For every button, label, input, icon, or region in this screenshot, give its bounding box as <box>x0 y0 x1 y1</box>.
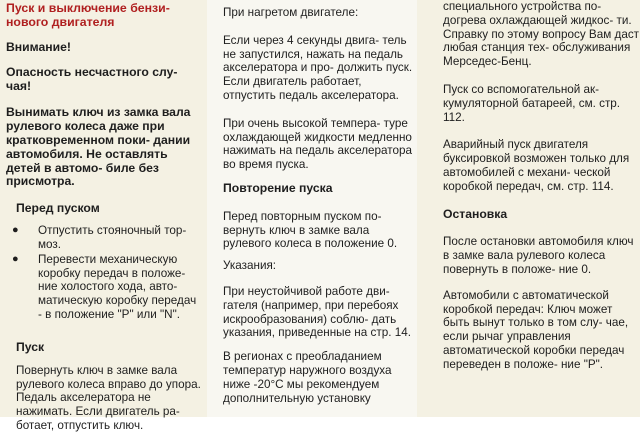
danger-text: Опасность несчастного слу- чая! <box>6 64 178 93</box>
bullet-icon: ● <box>12 252 19 265</box>
repeat-start-heading: Повторение пуска <box>223 180 333 195</box>
auto-transmission-text: Автомобили с автоматической коробкой передач: Ключ может быть вынут только в том слу- чае, если рычаг управления автоматической коробки передач переведен в положе- ние "P". <box>443 288 629 371</box>
list-item-text: Перевести механическую коробку передач в положе- ние холостого хода, авто- матическую коробку передач - в положение "P" или "N". <box>38 252 197 321</box>
tow-start-text: Аварийный пуск двигателя буксировкой возможен только для автомобилей с механи- ческой коробкой передач, см. стр. 114. <box>443 138 630 193</box>
repeat-start-text: Перед повторным пуском по- вернуть ключ в замке вала рулевого колеса в положение 0. <box>223 209 398 251</box>
notes-label: Указания: <box>223 259 277 273</box>
list-item <box>6 224 203 252</box>
start-text: Повернуть ключ в замке вала рулевого колеса вправо до упора. Педаль акселератора не нажимать. Если двигатель ра- ботает, отпустить ключ. <box>16 363 201 432</box>
stop-text: После остановки автомобиля ключ в замке вала рулевого колеса повернуть в положе- ние 0. <box>443 235 634 276</box>
middle-column <box>207 0 417 417</box>
start-heading: Пуск <box>16 339 45 354</box>
stop-heading: Остановка <box>443 206 508 221</box>
continued-text: специального устройства по- догрева охлаждающей жидкос- ти. Справку по этому вопросу Вам даст любая станция тех- обслуживания Мерседес-Бенц. <box>443 0 640 69</box>
before-start-list <box>6 224 203 322</box>
warm-engine-label: При нагретом двигателе: <box>223 6 359 19</box>
hot-coolant-text: При очень высокой темпера- туре охлаждающей жидкости медленно нажимать на педаль акселератора во время пуска. <box>223 116 413 172</box>
left-column <box>0 0 207 432</box>
aux-battery-text: Пуск со вспомогательной ак- кумуляторной батареей, см. стр. 112. <box>443 82 621 124</box>
list-item <box>6 253 203 322</box>
right-column <box>417 0 640 417</box>
warning-text: Вынимать ключ из замка вала рулевого колеса даже при кратковременном поки- дании автомобиля. Не оставлять детей в автомо- биле без присмотра. <box>6 105 191 189</box>
section-title: Пуск и выключение бензи- нового двигателя <box>6 1 170 29</box>
warning-label: Внимание! <box>6 40 71 54</box>
before-start-heading: Перед пуском <box>16 201 100 216</box>
list-item-text: Отпустить стояночный тор- моз. <box>38 224 187 251</box>
bullet-icon: ● <box>12 224 19 237</box>
warm-engine-text: Если через 4 секунды двига- тель не запустился, нажать на педаль акселератора и про- должить пуск. Если двигатель работает, отпустить педаль акселератора. <box>223 33 413 102</box>
notes-text-1: При неустойчивой работе дви- гателя (например, при перебоях искрообразования) соблю- дать указания, приведенные на стр. 14. <box>223 284 411 340</box>
notes-text-2: В регионах с преобладанием температур наружного воздуха ниже -20°С мы рекомендуем дополнительную установку <box>223 350 392 405</box>
